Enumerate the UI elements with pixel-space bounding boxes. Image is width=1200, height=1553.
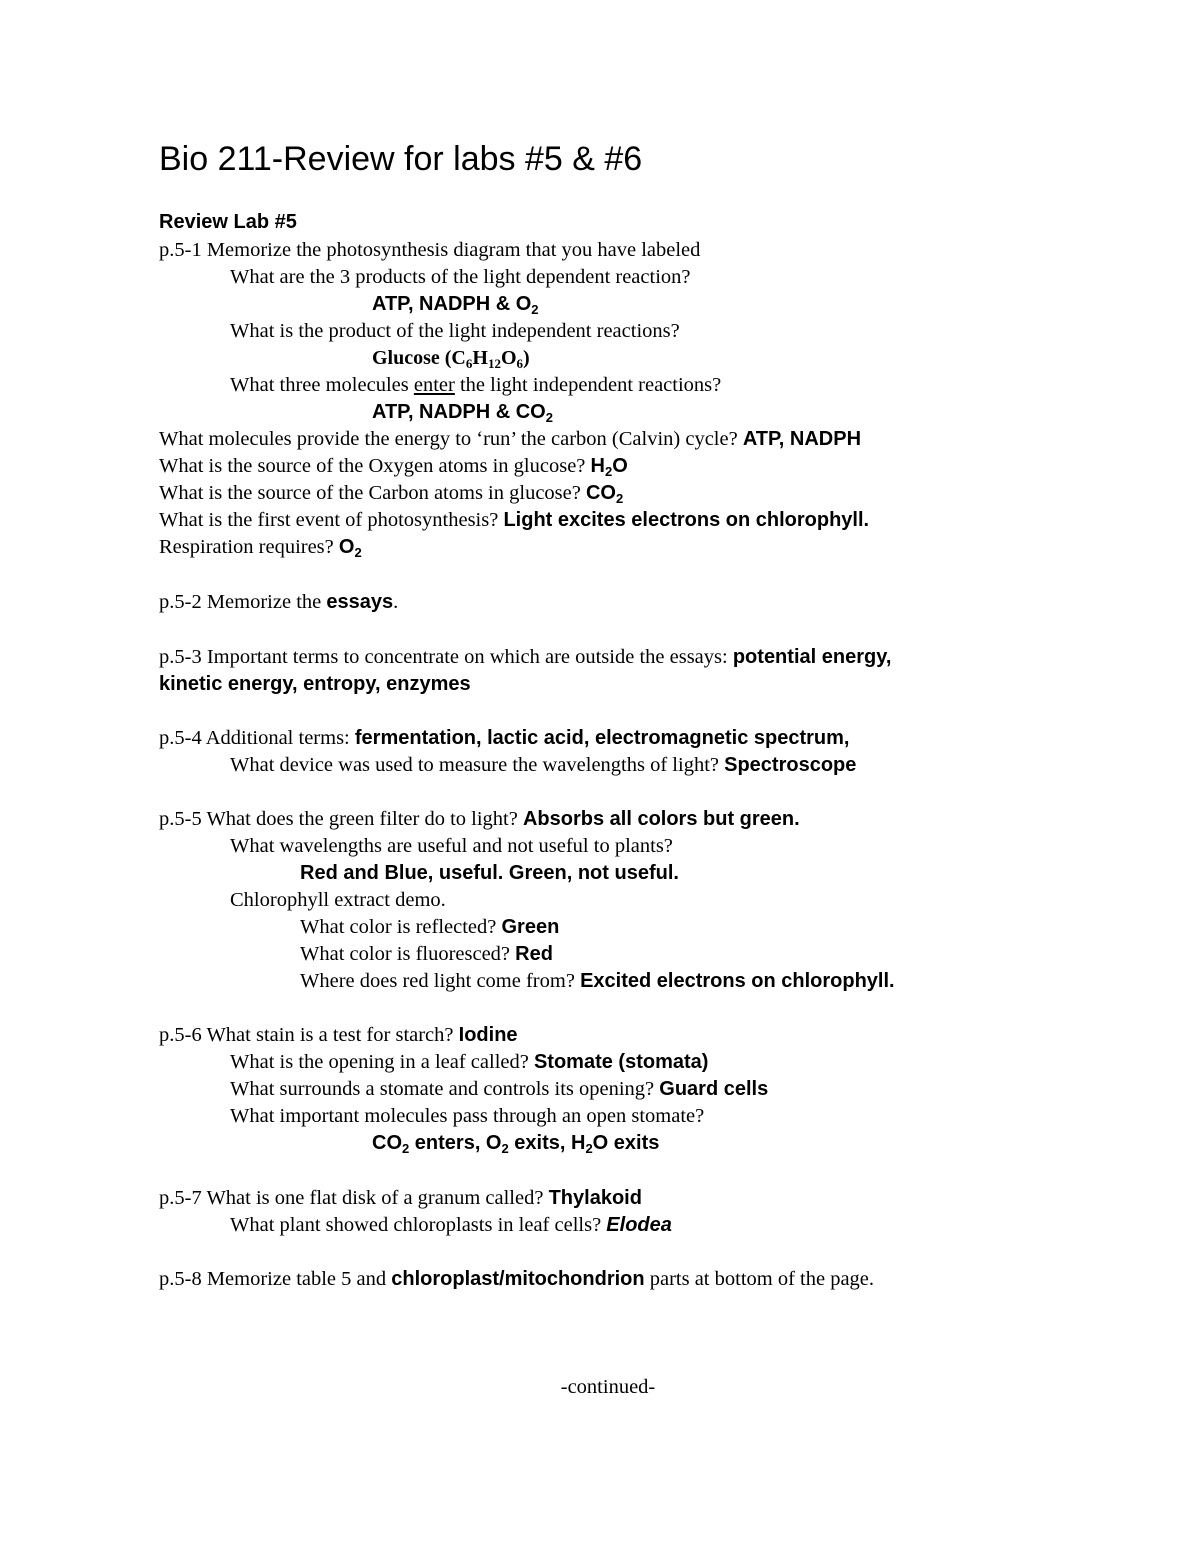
question-line: What is the first event of photosynthesis? Light excites electrons on chlorophyll. — [159, 509, 870, 531]
question-line: Respiration requires? $O_2$ — [159, 536, 362, 560]
question-line: What molecules provide the energy to ‘run’ the carbon (Calvin) cycle? ATP, NADPH — [159, 428, 862, 450]
item-5-1: p.5-1 Memorize the photosynthesis diagram that you have labeled — [159, 239, 701, 261]
item-5-6: p.5-6 What stain is a test for starch? Iodine — [159, 1024, 518, 1046]
question-line: What device was used to measure the wavelengths of light? Spectroscope — [230, 754, 857, 776]
page-title: Bio 211-Review for labs #5 & #6 — [159, 140, 643, 178]
answer-line: ATP, NADPH & $O_2$ — [372, 293, 539, 317]
question-line: What wavelengths are useful and not useful to plants? — [230, 835, 673, 857]
question-line: What surrounds a stomate and controls its opening? Guard cells — [230, 1078, 769, 1100]
answer-line: Glucose $(C_6H_{12}O_6)$ — [372, 347, 530, 371]
section-heading: Review Lab #5 — [159, 211, 297, 233]
item-5-8: p.5-8 Memorize table 5 and chloroplast/mitochondrion parts at bottom of the page. — [159, 1268, 875, 1290]
answer-line: ATP, NADPH & $CO_2$ — [372, 401, 553, 425]
item-5-5: p.5-5 What does the green filter do to light? Absorbs all colors but green. — [159, 808, 800, 830]
continued-footer: -continued- — [560, 1376, 656, 1398]
item-5-3: p.5-3 Important terms to concentrate on which are outside the essays: potential energy, — [159, 646, 892, 668]
question-line: What three molecules enter the light independent reactions? — [230, 374, 722, 396]
question-line: What are the 3 products of the light dependent reaction? — [230, 266, 691, 288]
question-line: What is the product of the light independent reactions? — [230, 320, 680, 342]
question-line: What plant showed chloroplasts in leaf cells? Elodea — [230, 1214, 672, 1236]
question-line: What is the source of the Oxygen atoms in glucose? $H_2O$ — [159, 455, 628, 479]
term-line: kinetic energy, entropy, enzymes — [159, 673, 471, 695]
answer-line: $CO_2$ enters, $O_2$ exits, $H_2O$ exits — [372, 1132, 660, 1156]
question-line: What important molecules pass through an open stomate? — [230, 1105, 705, 1127]
answer-line: Red and Blue, useful. Green, not useful. — [300, 862, 679, 884]
question-line: Where does red light come from? Excited electrons on chlorophyll. — [300, 970, 895, 992]
item-5-2: p.5-2 Memorize the essays. — [159, 591, 399, 613]
question-line: What is the source of the Carbon atoms in glucose? $CO_2$ — [159, 482, 624, 506]
item-5-7: p.5-7 What is one flat disk of a granum called? Thylakoid — [159, 1187, 642, 1209]
question-line: What color is fluoresced? Red — [300, 943, 553, 965]
item-5-4: p.5-4 Additional terms: fermentation, lactic acid, electromagnetic spectrum, — [159, 727, 850, 749]
demo-line: Chlorophyll extract demo. — [230, 889, 446, 911]
question-line: What is the opening in a leaf called? Stomate (stomata) — [230, 1051, 709, 1073]
question-line: What color is reflected? Green — [300, 916, 560, 938]
